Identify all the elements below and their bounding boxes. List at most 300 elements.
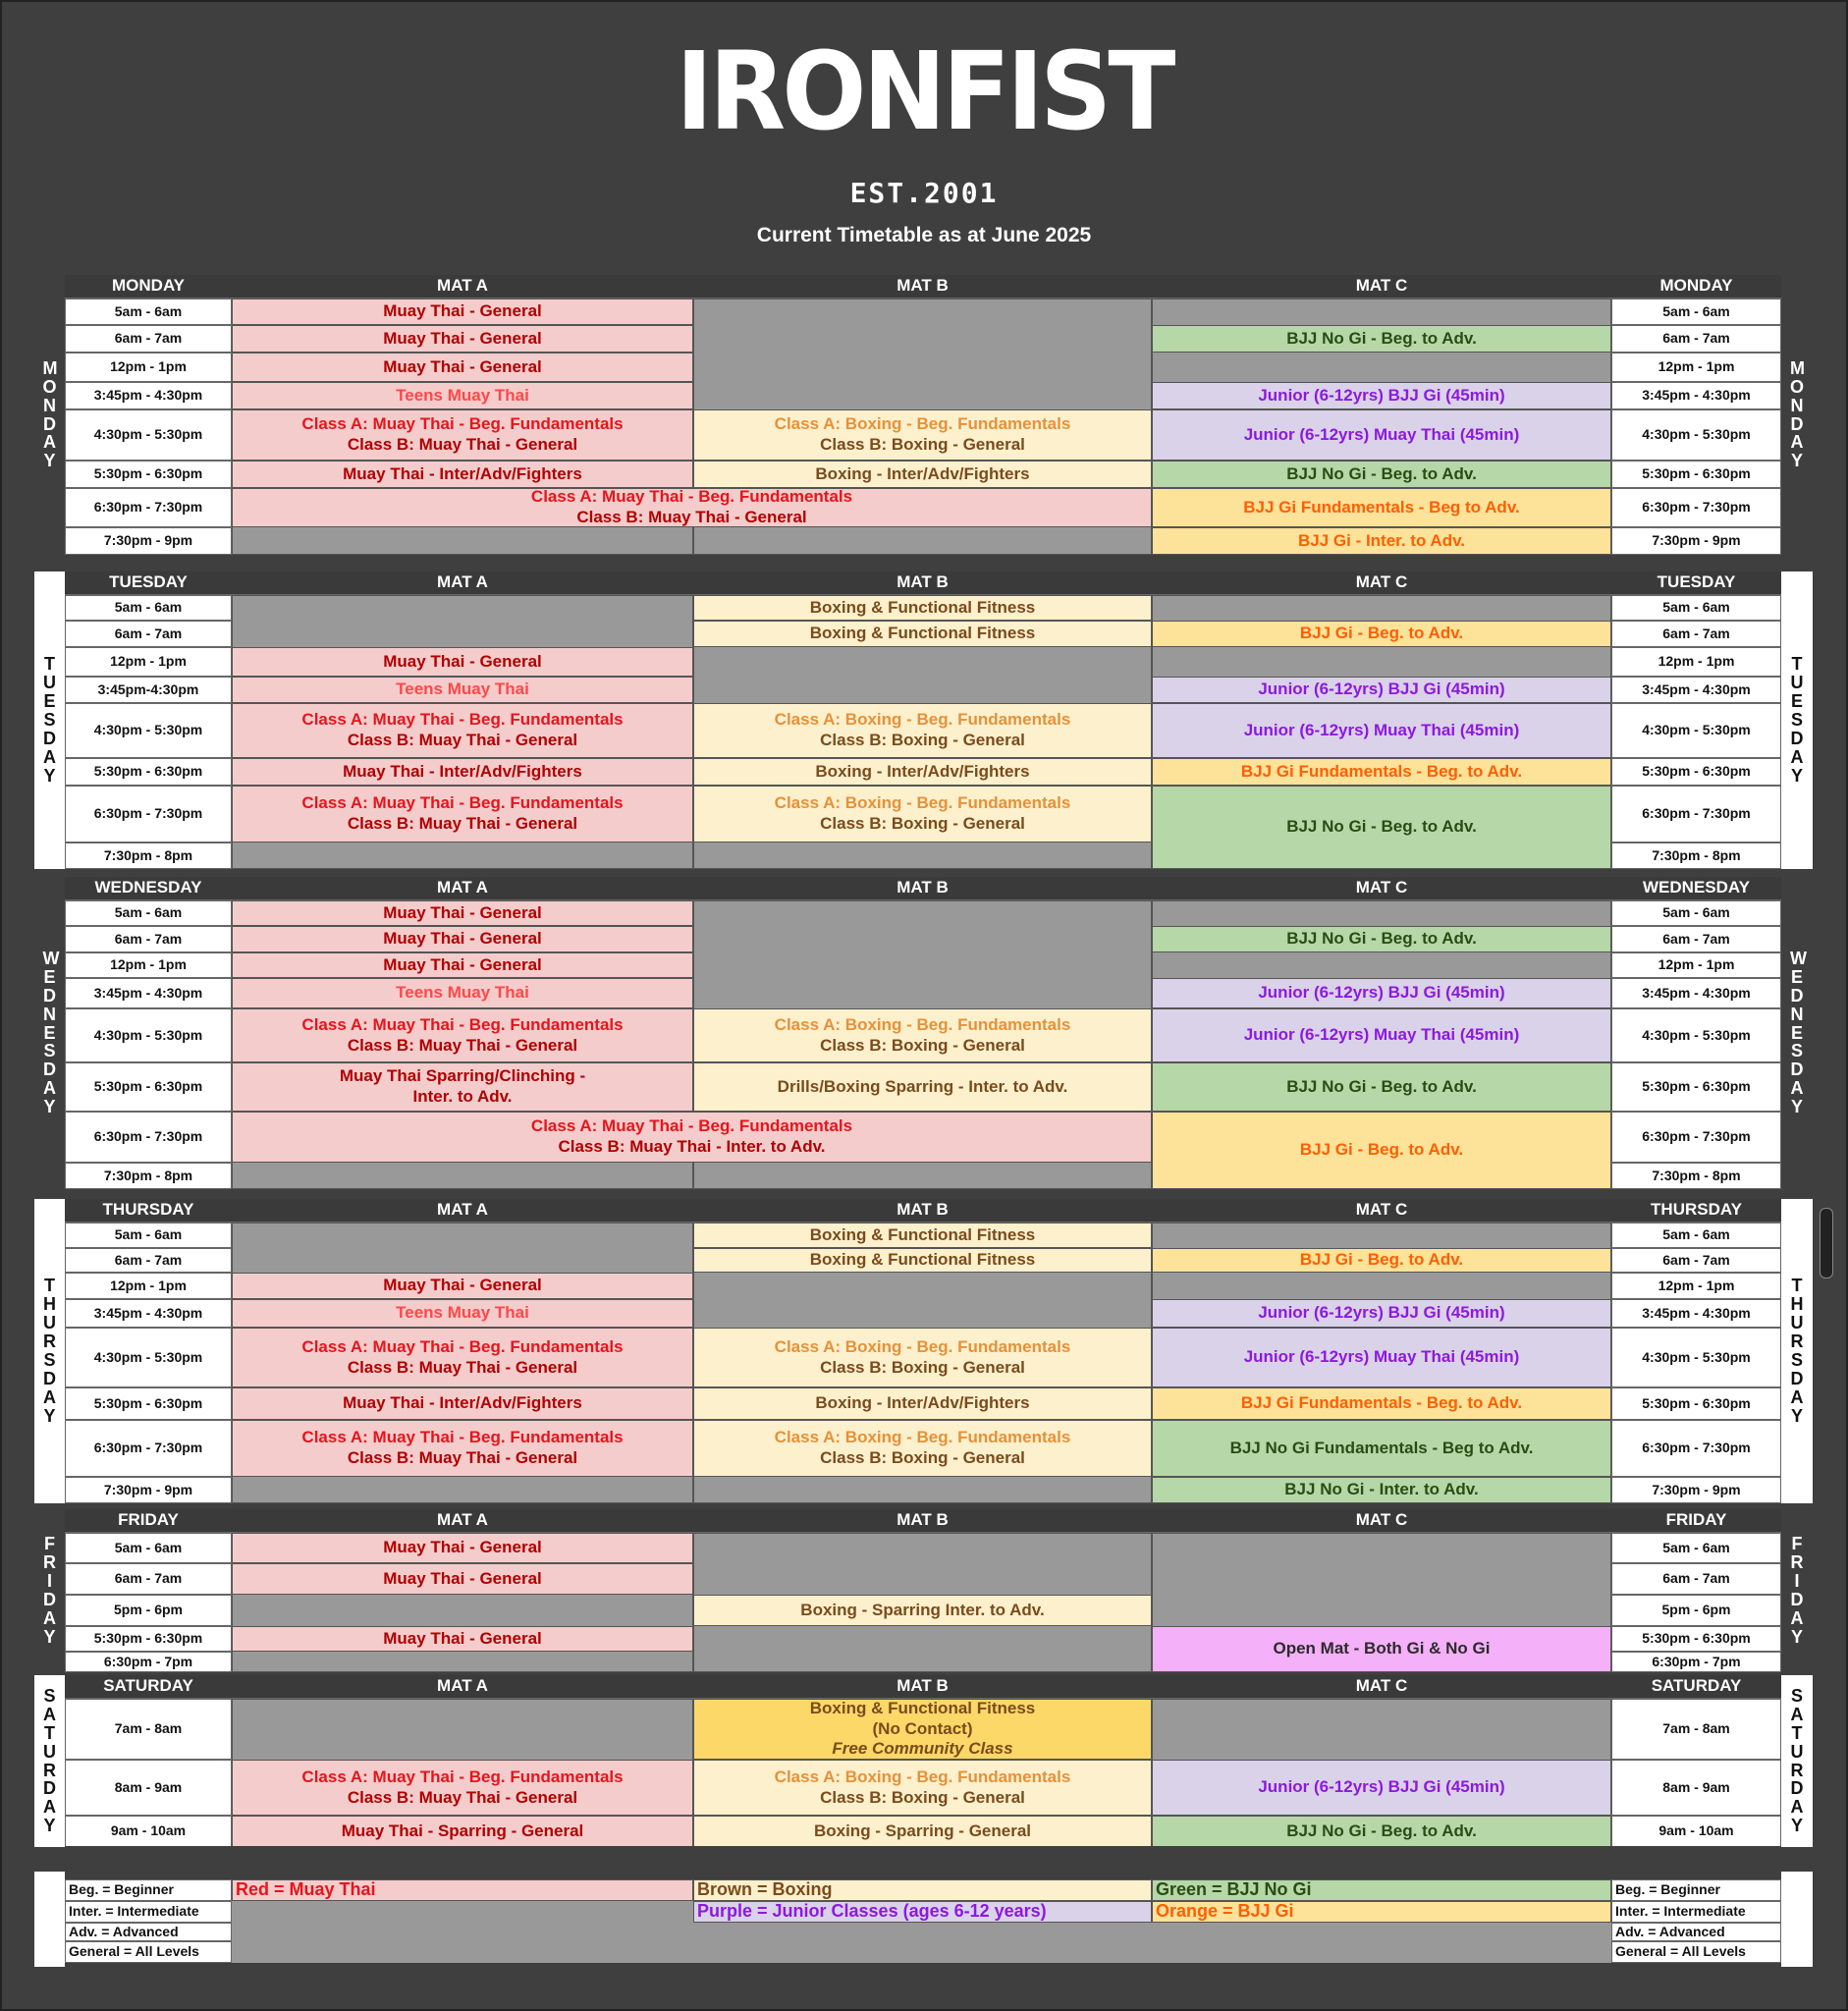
friday-header-left <box>65 1509 232 1533</box>
class-line: Class A: Boxing - Beg. Fundamentals <box>774 1766 1071 1786</box>
class-line: Class B: Muay Thai - General <box>347 1787 578 1807</box>
friday-mat-b-header <box>693 1509 1152 1533</box>
legend-filler <box>232 1923 1611 1963</box>
friday-time-left <box>65 1533 232 1563</box>
tuesday-time-text: 6am - 7am <box>114 625 183 641</box>
legend-abbrev-text: Beg. = Beginner <box>69 1881 174 1898</box>
class-line: BJJ No Gi - Beg. to Adv. <box>1286 463 1477 483</box>
saturday-header-left <box>65 1675 232 1699</box>
wednesday-time-left <box>65 1163 232 1189</box>
wednesday-time-text: 3:45pm - 4:30pm <box>93 984 203 1001</box>
legend-abbrev-text: Beg. = Beginner <box>1615 1881 1720 1898</box>
tuesday-time-text: 6:30pm - 7:30pm <box>93 805 203 822</box>
friday-class-mat-c[interactable] <box>1152 1626 1611 1672</box>
friday-time-right <box>1611 1533 1781 1563</box>
wednesday-day-label: WEDNESDAY <box>94 878 202 897</box>
wednesday-time-left <box>65 952 232 978</box>
thursday-time-right <box>1611 1273 1781 1299</box>
class-line: Class B: Muay Thai - General <box>347 435 578 454</box>
class-line: Class A: Boxing - Beg. Fundamentals <box>774 1428 1071 1447</box>
class-line: Muay Thai - General <box>383 954 542 974</box>
friday-time-left <box>65 1595 232 1626</box>
friday-mat-c-label: MAT C <box>1355 1510 1408 1530</box>
tuesday-time-text: 3:45pm-4:30pm <box>97 680 199 697</box>
saturday-time-right <box>1611 1816 1781 1847</box>
class-line: Boxing & Functional Fitness <box>809 624 1036 643</box>
class-line: BJJ No Gi - Beg. to Adv. <box>1286 328 1477 348</box>
wednesday-time-left <box>65 1112 232 1163</box>
saturday-time-text: 8am - 9am <box>114 1778 183 1795</box>
saturday-vertical-name: SATURDAY <box>1790 1685 1804 1836</box>
thursday-time-left <box>65 1299 232 1328</box>
wednesday-header-left <box>65 877 232 900</box>
wednesday-class-mat-b[interactable] <box>693 1062 1152 1112</box>
legend-abbrev-left <box>65 1941 232 1963</box>
legend-abbrev-right <box>1611 1941 1781 1963</box>
monday-side-label-right <box>1781 275 1813 555</box>
thursday-class-mat-a[interactable] <box>232 1299 693 1328</box>
friday-time-text: 6am - 7am <box>1662 1570 1730 1587</box>
thursday-day-label: THURSDAY <box>102 1200 194 1220</box>
wednesday-class-mat-c[interactable] <box>1152 1062 1611 1112</box>
class-line: Boxing - Sparring Inter. to Adv. <box>800 1600 1045 1619</box>
class-line: Class B: Muay Thai - General <box>347 1357 578 1377</box>
class-line: Junior (6-12yrs) BJJ Gi (45min) <box>1258 385 1505 405</box>
thursday-vertical-name: THURSDAY <box>43 1276 56 1426</box>
class-line: Class B: Boxing - General <box>820 435 1025 454</box>
wednesday-time-text: 12pm - 1pm <box>110 956 187 973</box>
class-line: Muay Thai - Inter/Adv/Fighters <box>343 1393 582 1413</box>
legend-filler <box>232 1901 693 1923</box>
legend-color-text: Orange = BJJ Gi <box>1156 1901 1294 1922</box>
monday-class-mat-c[interactable] <box>1152 461 1611 488</box>
thursday-time-text: 12pm - 1pm <box>1658 1277 1735 1293</box>
tuesday-time-right <box>1611 595 1781 621</box>
saturday-day-label-right: SATURDAY <box>1651 1676 1742 1696</box>
tuesday-class-mat-b[interactable] <box>693 595 1152 621</box>
monday-time-text: 12pm - 1pm <box>1658 358 1735 375</box>
wednesday-day-label-right: WEDNESDAY <box>1643 878 1750 897</box>
thursday-side-label-right <box>1781 1199 1813 1503</box>
tuesday-time-text: 12pm - 1pm <box>1658 653 1735 670</box>
wednesday-time-right <box>1611 952 1781 978</box>
saturday-class-mat-a[interactable] <box>232 1760 693 1816</box>
saturday-side-label-right <box>1781 1675 1813 1847</box>
wednesday-time-right <box>1611 1062 1781 1112</box>
saturday-class-mat-c[interactable] <box>1152 1816 1611 1847</box>
saturday-day-label: SATURDAY <box>103 1676 193 1696</box>
monday-time-text: 4:30pm - 5:30pm <box>93 426 203 443</box>
friday-time-right <box>1611 1595 1781 1626</box>
wednesday-time-right <box>1611 900 1781 926</box>
friday-time-text: 5pm - 6pm <box>113 1602 183 1618</box>
legend-abbrev-text: Inter. = Intermediate <box>1615 1903 1746 1920</box>
tuesday-time-text: 5am - 6am <box>1662 599 1730 616</box>
friday-mat-b-label: MAT B <box>897 1510 949 1530</box>
thursday-class-mat-a[interactable] <box>232 1273 693 1299</box>
wednesday-time-right <box>1611 926 1781 952</box>
tuesday-mat-b-label: MAT B <box>897 572 949 592</box>
class-line: Class A: Muay Thai - Beg. Fundamentals <box>530 488 853 507</box>
wednesday-class-mat-c[interactable] <box>1152 978 1611 1008</box>
wednesday-time-right <box>1611 1008 1781 1062</box>
thursday-time-text: 6:30pm - 7:30pm <box>1642 1440 1751 1456</box>
wednesday-vertical-name: WEDNESDAY <box>42 948 60 1117</box>
tuesday-time-right <box>1611 786 1781 842</box>
thursday-class-mat-a[interactable] <box>232 1387 693 1420</box>
friday-class-mat-a[interactable] <box>232 1533 693 1563</box>
thursday-class-mat-b[interactable] <box>693 1387 1152 1420</box>
saturday-class-mat-b[interactable] <box>693 1816 1152 1847</box>
monday-class-mat-a[interactable] <box>232 353 693 382</box>
monday-time-left <box>65 353 232 382</box>
class-line: Class B: Boxing - General <box>820 1035 1025 1055</box>
friday-mat-a-header <box>232 1509 693 1533</box>
monday-mat-c-label: MAT C <box>1355 276 1408 296</box>
tuesday-class-mat-b[interactable] <box>693 703 1152 758</box>
wednesday-time-text: 6am - 7am <box>114 930 183 947</box>
class-line: Junior (6-12yrs) BJJ Gi (45min) <box>1258 679 1505 699</box>
monday-vertical-name: MONDAY <box>1790 357 1805 471</box>
tuesday-day-label-right: TUESDAY <box>1657 572 1736 592</box>
wednesday-class-mat-c[interactable] <box>1152 1008 1611 1062</box>
tuesday-class-mat-a[interactable] <box>232 677 693 703</box>
thursday-class-mat-c[interactable] <box>1152 1387 1611 1420</box>
class-line: Class B: Muay Thai - General <box>347 1448 578 1467</box>
wednesday-time-right <box>1611 1163 1781 1189</box>
tuesday-time-text: 5:30pm - 6:30pm <box>93 763 203 780</box>
tuesday-class-mat-a[interactable] <box>232 703 693 758</box>
thursday-time-text: 7:30pm - 9pm <box>1652 1481 1741 1497</box>
monday-time-text: 7:30pm - 9pm <box>1652 532 1741 549</box>
monday-class-mat-c[interactable] <box>1152 409 1611 461</box>
monday-time-text: 6:30pm - 7:30pm <box>93 499 203 516</box>
legend-abbrev-left <box>65 1923 232 1941</box>
class-line: Class A: Muay Thai - Beg. Fundamentals <box>301 793 624 813</box>
tuesday-time-right <box>1611 677 1781 703</box>
thursday-time-text: 3:45pm - 4:30pm <box>93 1304 203 1321</box>
wednesday-time-left <box>65 978 232 1008</box>
class-line: BJJ Gi Fundamentals - Beg to Adv. <box>1243 497 1520 516</box>
class-line: BJJ No Gi - Inter. to Adv. <box>1284 1480 1479 1499</box>
friday-day-label-right: FRIDAY <box>1665 1510 1727 1530</box>
class-line: BJJ No Gi - Beg. to Adv. <box>1286 929 1477 949</box>
tuesday-mat-b-header <box>693 571 1152 595</box>
class-line: Boxing & Functional Fitness <box>809 1250 1036 1270</box>
tuesday-class-mat-c[interactable] <box>1152 621 1611 647</box>
thursday-time-left <box>65 1223 232 1248</box>
class-line: Class B: Boxing - General <box>820 1787 1025 1807</box>
monday-time-text: 5am - 6am <box>1662 302 1730 319</box>
tuesday-time-right <box>1611 703 1781 758</box>
tuesday-time-left <box>65 703 232 758</box>
wednesday-mat-b-label: MAT B <box>897 878 949 897</box>
legend-side <box>34 1872 65 1967</box>
thursday-class-mat-c[interactable] <box>1152 1248 1611 1273</box>
monday-class-mat-c[interactable] <box>1152 527 1611 555</box>
monday-time-text: 6am - 7am <box>114 330 183 347</box>
thursday-class-mat-c[interactable] <box>1152 1299 1611 1328</box>
monday-class-mat-c[interactable] <box>1152 382 1611 409</box>
legend-abbrev-text: Inter. = Intermediate <box>69 1903 199 1920</box>
monday-time-text: 3:45pm - 4:30pm <box>93 387 203 404</box>
legend-abbrev-right <box>1611 1901 1781 1923</box>
tuesday-time-left <box>65 786 232 842</box>
tuesday-class-mat-b[interactable] <box>693 621 1152 647</box>
class-line: Muay Thai - General <box>383 1628 542 1648</box>
monday-time-right <box>1611 488 1781 527</box>
thursday-time-left <box>65 1273 232 1299</box>
class-line: Open Mat - Both Gi & No Gi <box>1273 1639 1491 1658</box>
thursday-class-mat-a[interactable] <box>232 1328 693 1387</box>
wednesday-class-mat-a[interactable] <box>232 952 693 978</box>
friday-time-text: 5am - 6am <box>1662 1539 1730 1555</box>
class-line: Boxing & Functional Fitness <box>809 1224 1036 1244</box>
class-line: Muay Thai - General <box>383 1538 542 1557</box>
tuesday-time-text: 12pm - 1pm <box>110 653 187 670</box>
class-line: Class B: Muay Thai - General <box>576 508 807 526</box>
saturday-class-mat-b[interactable] <box>693 1760 1152 1816</box>
class-line: Teens Muay Thai <box>396 1303 529 1323</box>
saturday-time-text: 9am - 10am <box>110 1822 187 1839</box>
tuesday-class-mat-b[interactable] <box>693 758 1152 786</box>
friday-mat-a-label: MAT A <box>437 1510 488 1530</box>
tuesday-time-left <box>65 842 232 869</box>
friday-vertical-name: FRIDAY <box>43 1534 56 1647</box>
monday-class-mat-b[interactable] <box>693 409 1152 461</box>
thursday-time-left <box>65 1477 232 1503</box>
monday-time-text: 5:30pm - 6:30pm <box>93 465 203 482</box>
class-line: Class B: Boxing - General <box>820 1448 1025 1467</box>
thursday-time-right <box>1611 1420 1781 1477</box>
thursday-time-text: 12pm - 1pm <box>110 1277 187 1293</box>
friday-time-left <box>65 1563 232 1595</box>
class-line: Muay Thai - Sparring - General <box>341 1821 584 1840</box>
legend-abbrev-text: Adv. = Advanced <box>69 1923 179 1939</box>
monday-time-text: 7:30pm - 9pm <box>103 532 193 549</box>
friday-time-left <box>65 1626 232 1652</box>
monday-class-mat-c[interactable] <box>1152 325 1611 353</box>
saturday-mat-a-label: MAT A <box>437 1676 488 1696</box>
thursday-class-mat-b[interactable] <box>693 1223 1152 1248</box>
monday-class-mat-ab[interactable] <box>232 488 1152 527</box>
wednesday-class-mat-c[interactable] <box>1152 1112 1611 1189</box>
tuesday-mat-a-label: MAT A <box>437 572 488 592</box>
thursday-class-mat-c[interactable] <box>1152 1328 1611 1387</box>
thursday-header-right <box>1611 1199 1781 1223</box>
class-line: BJJ Gi - Beg. to Adv. <box>1299 1250 1464 1270</box>
friday-side-label-left <box>34 1509 65 1672</box>
monday-time-text: 5am - 6am <box>114 302 183 319</box>
monday-class-mat-c[interactable] <box>1152 488 1611 527</box>
wednesday-time-left <box>65 926 232 952</box>
legend-color-key <box>1152 1879 1611 1901</box>
tuesday-time-text: 6:30pm - 7:30pm <box>1642 805 1751 822</box>
thursday-class-mat-a[interactable] <box>232 1420 693 1477</box>
class-line: BJJ Gi Fundamentals - Beg. to Adv. <box>1240 761 1523 781</box>
saturday-vertical-name: SATURDAY <box>43 1685 56 1836</box>
wednesday-time-text: 7:30pm - 8pm <box>1652 1167 1741 1183</box>
wednesday-mat-b-header <box>693 877 1152 900</box>
saturday-time-right <box>1611 1699 1781 1760</box>
thursday-class-mat-b[interactable] <box>693 1248 1152 1273</box>
thursday-class-mat-b[interactable] <box>693 1328 1152 1387</box>
monday-side-label-left <box>34 275 65 555</box>
legend-abbrev-text: General = All Levels <box>1615 1943 1746 1960</box>
wednesday-class-mat-a[interactable] <box>232 926 693 952</box>
monday-time-left <box>65 488 232 527</box>
monday-vertical-name: MONDAY <box>42 357 58 471</box>
monday-time-right <box>1611 299 1781 325</box>
tuesday-side-label-left <box>34 571 65 869</box>
saturday-class-mat-c[interactable] <box>1152 1760 1611 1816</box>
class-line: Muay Thai - General <box>383 651 542 671</box>
class-line: Teens Muay Thai <box>396 679 529 699</box>
wednesday-mat-a-header <box>232 877 693 900</box>
tuesday-time-left <box>65 758 232 786</box>
monday-class-mat-a[interactable] <box>232 325 693 353</box>
class-line: BJJ No Gi - Beg. to Adv. <box>1286 1076 1477 1096</box>
monday-class-mat-b[interactable] <box>693 461 1152 488</box>
tuesday-class-mat-a[interactable] <box>232 786 693 842</box>
logo-established: EST.2001 <box>849 177 999 209</box>
class-line: Class A: Muay Thai - Beg. Fundamentals <box>301 1336 624 1356</box>
thursday-mat-a-header <box>232 1199 693 1223</box>
monday-time-left <box>65 325 232 353</box>
scrollbar[interactable] <box>1820 1208 1833 1278</box>
monday-time-right <box>1611 527 1781 555</box>
wednesday-time-text: 5am - 6am <box>114 904 183 921</box>
thursday-time-left <box>65 1387 232 1420</box>
tuesday-header-left <box>65 571 232 595</box>
class-line: Muay Thai - General <box>383 1568 542 1588</box>
tuesday-mat-c-label: MAT C <box>1355 572 1408 592</box>
wednesday-time-text: 12pm - 1pm <box>1658 956 1735 973</box>
class-line: Junior (6-12yrs) BJJ Gi (45min) <box>1258 983 1505 1003</box>
saturday-time-left <box>65 1760 232 1816</box>
monday-class-mat-a[interactable] <box>232 409 693 461</box>
wednesday-time-right <box>1611 1112 1781 1163</box>
tuesday-time-text: 7:30pm - 8pm <box>1652 846 1741 863</box>
monday-class-mat-a[interactable] <box>232 461 693 488</box>
tuesday-class-mat-c[interactable] <box>1152 758 1611 786</box>
thursday-time-left <box>65 1420 232 1477</box>
saturday-time-text: 9am - 10am <box>1658 1822 1734 1839</box>
friday-day-label: FRIDAY <box>118 1510 179 1530</box>
ironfist-logo: IRONFIST <box>676 28 1172 154</box>
friday-time-text: 5pm - 6pm <box>1661 1602 1731 1618</box>
monday-class-mat-a[interactable] <box>232 382 693 409</box>
saturday-mat-a-header <box>232 1675 693 1699</box>
tuesday-time-text: 4:30pm - 5:30pm <box>93 722 203 738</box>
saturday-side-label-left <box>34 1675 65 1847</box>
friday-time-right <box>1611 1652 1781 1672</box>
monday-header-right <box>1611 275 1781 299</box>
thursday-time-text: 5am - 6am <box>114 1226 183 1243</box>
legend-color-key <box>693 1901 1152 1923</box>
tuesday-day-label: TUESDAY <box>109 572 188 592</box>
tuesday-class-mat-c[interactable] <box>1152 786 1611 869</box>
tuesday-class-mat-c[interactable] <box>1152 703 1611 758</box>
class-line: Junior (6-12yrs) Muay Thai (45min) <box>1243 1025 1520 1045</box>
wednesday-time-text: 6:30pm - 7:30pm <box>1642 1128 1751 1145</box>
friday-class-mat-a[interactable] <box>232 1563 693 1595</box>
thursday-class-mat-b[interactable] <box>693 1420 1152 1477</box>
wednesday-class-mat-a[interactable] <box>232 900 693 926</box>
legend-abbrev-right <box>1611 1923 1781 1941</box>
saturday-time-text: 7am - 8am <box>1662 1720 1730 1737</box>
wednesday-class-mat-b[interactable] <box>693 1008 1152 1062</box>
class-line: Inter. to Adv. <box>412 1087 513 1106</box>
class-line: Junior (6-12yrs) Muay Thai (45min) <box>1243 720 1520 739</box>
friday-mat-c-header <box>1152 1509 1611 1533</box>
wednesday-class-mat-a[interactable] <box>232 1062 693 1112</box>
monday-time-text: 5:30pm - 6:30pm <box>1642 465 1751 482</box>
tuesday-time-text: 5:30pm - 6:30pm <box>1642 763 1751 780</box>
class-line: Class A: Muay Thai - Beg. Fundamentals <box>301 1428 624 1447</box>
wednesday-time-left <box>65 900 232 926</box>
wednesday-class-mat-a[interactable] <box>232 978 693 1008</box>
monday-time-text: 6am - 7am <box>1662 330 1730 347</box>
class-line: Boxing - Sparring - General <box>813 1821 1032 1840</box>
friday-class-mat-a[interactable] <box>232 1626 693 1652</box>
tuesday-class-mat-a[interactable] <box>232 647 693 677</box>
monday-mat-b-header <box>693 275 1152 299</box>
friday-side-label-right <box>1781 1509 1813 1672</box>
tuesday-class-mat-b[interactable] <box>693 786 1152 842</box>
tuesday-time-right <box>1611 842 1781 869</box>
monday-time-text: 12pm - 1pm <box>110 358 187 375</box>
thursday-class-mat-c[interactable] <box>1152 1477 1611 1503</box>
wednesday-class-mat-a[interactable] <box>232 1008 693 1062</box>
wednesday-time-text: 4:30pm - 5:30pm <box>93 1026 203 1043</box>
tuesday-class-mat-c[interactable] <box>1152 677 1611 703</box>
tuesday-time-right <box>1611 647 1781 677</box>
class-line: Class A: Muay Thai - Beg. Fundamentals <box>301 710 624 730</box>
friday-class-mat-b[interactable] <box>693 1595 1152 1626</box>
friday-time-text: 6:30pm - 7pm <box>103 1653 193 1669</box>
wednesday-time-text: 3:45pm - 4:30pm <box>1642 984 1751 1001</box>
saturday-class-mat-b[interactable] <box>693 1699 1152 1760</box>
class-line: Boxing & Functional Fitness <box>809 1699 1036 1717</box>
tuesday-time-left <box>65 647 232 677</box>
friday-time-right <box>1611 1563 1781 1595</box>
thursday-mat-c-header <box>1152 1199 1611 1223</box>
saturday-time-text: 8am - 9am <box>1662 1778 1730 1795</box>
tuesday-class-mat-a[interactable] <box>232 758 693 786</box>
thursday-class-mat-c[interactable] <box>1152 1420 1611 1477</box>
monday-time-text: 4:30pm - 5:30pm <box>1642 426 1751 443</box>
wednesday-class-mat-ab[interactable] <box>232 1112 1152 1163</box>
page-title: Current Timetable as at June 2025 <box>756 224 1092 246</box>
saturday-time-text: 7am - 8am <box>114 1720 183 1737</box>
saturday-time-right <box>1611 1760 1781 1816</box>
wednesday-class-mat-c[interactable] <box>1152 926 1611 952</box>
class-line: BJJ No Gi - Beg. to Adv. <box>1286 817 1477 837</box>
monday-mat-c-header <box>1152 275 1611 299</box>
monday-time-right <box>1611 382 1781 409</box>
thursday-time-right <box>1611 1299 1781 1328</box>
monday-class-mat-a[interactable] <box>232 299 693 325</box>
legend-color-text: Red = Muay Thai <box>236 1879 376 1900</box>
tuesday-vertical-name: TUESDAY <box>1790 654 1804 786</box>
class-line: BJJ Gi - Beg. to Adv. <box>1299 1140 1464 1160</box>
thursday-time-left <box>65 1248 232 1273</box>
tuesday-side-label-right <box>1781 571 1813 869</box>
saturday-class-mat-a[interactable] <box>232 1816 693 1847</box>
saturday-mat-c-header <box>1152 1675 1611 1699</box>
thursday-time-right <box>1611 1387 1781 1420</box>
